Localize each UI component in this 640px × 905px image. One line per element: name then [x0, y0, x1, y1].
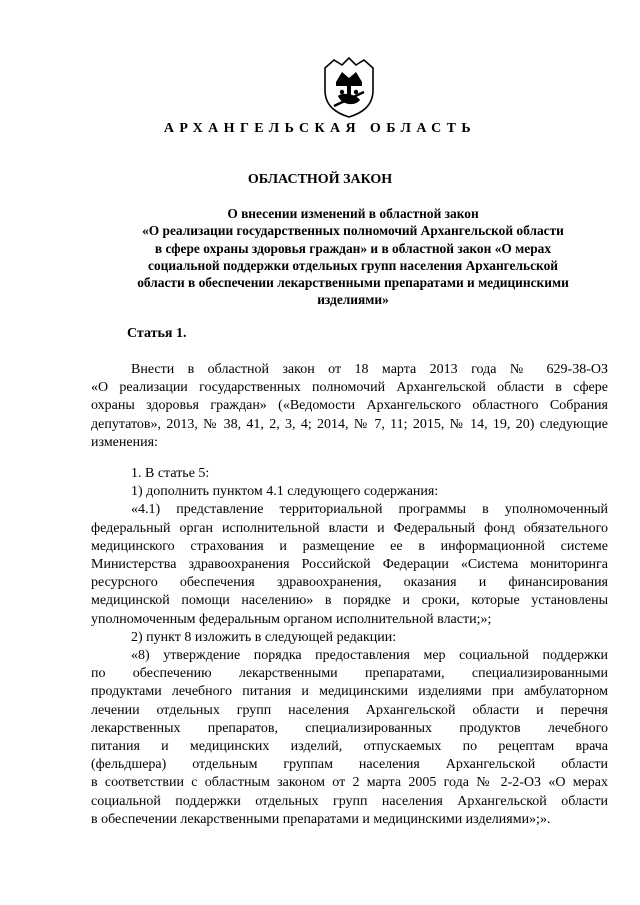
coat-of-arms-icon	[322, 56, 376, 118]
text-line: медицинской помощи населению» в порядке и сроки, которые установлены	[91, 593, 608, 609]
text-line: федеральный орган исполнительной власти и Федеральный фонд обязательного	[91, 520, 608, 536]
text-line: в обеспечении лекарственными препаратами и медицинскими изделиями»;».	[91, 811, 551, 827]
text-line: лекарственных препаратов, специализированных продуктов лечебного	[91, 720, 608, 736]
title-line: области в обеспечении лекарственными препаратами и медицинскими	[137, 275, 569, 291]
text-line: «4.1) представление территориальной программы в уполномоченный	[131, 502, 608, 518]
intro-paragraph	[91, 361, 608, 452]
text-line: 2) пункт 8 изложить в следующей редакции:	[131, 629, 397, 645]
text-line: в соответствии с областным законом от 2 марта 2005 года № 2-2-ОЗ «О мерах	[91, 775, 608, 791]
text-line: Министерства здравоохранения Российской Федерации «Система мониторинга	[91, 557, 608, 573]
text-line: ресурсного обеспечения здравоохранения, оказания и финансирования	[91, 575, 608, 591]
text-line: «8) утверждение порядка предоставления мер социальной поддержки	[131, 648, 608, 664]
text-line: изменения:	[91, 434, 158, 450]
text-line: уполномоченным федеральным органом исполнительной власти;»;	[91, 611, 492, 627]
text-line: «О реализации государственных полномочий Архангельской области в сфере	[91, 380, 608, 396]
document-type: ОБЛАСТНОЙ ЗАКОН	[247, 172, 393, 187]
title-line: изделиями»	[317, 292, 389, 308]
document-title	[98, 205, 608, 309]
text-line: продуктами лечебного питания и медицинскими изделиями при амбулаторном	[91, 684, 608, 700]
text-line: социальной поддержки отдельных групп населения Архангельской области	[91, 793, 608, 809]
title-line: О внесении изменений в областной закон	[227, 206, 479, 221]
text-line: Внести в областной закон от 18 марта 2013 года № 629-38-ОЗ	[131, 362, 608, 377]
title-line: «О реализации государственных полномочий Архангельской области	[142, 223, 564, 239]
region-name: АРХАНГЕЛЬСКАЯ ОБЛАСТЬ	[163, 121, 477, 136]
article-heading: Статья 1.	[127, 326, 187, 341]
text-line: охраны здоровья граждан» («Ведомости Архангельского областного Собрания	[91, 398, 608, 414]
text-line: 1) дополнить пунктом 4.1 следующего содержания:	[131, 484, 439, 500]
text-line: питания и медицинских изделий, отпускаемых по рецептам врача	[91, 739, 608, 755]
title-line: в сфере охраны здоровья граждан» и в областной закон «О мерах	[154, 240, 552, 256]
title-line: социальной поддержки отдельных групп населения Архангельской	[148, 257, 558, 273]
amendments-section	[91, 465, 608, 829]
text-line: 1. В статье 5:	[131, 466, 210, 481]
text-line: медицинского страхования и размещение ее в информационной системе	[91, 538, 608, 554]
text-line: депутатов», 2013, № 38, 41, 2, 3, 4; 2014, № 7, 11; 2015, № 14, 19, 20) следующие	[91, 416, 608, 432]
text-line: лечении отдельных групп населения Архангельской области и перечня	[91, 702, 608, 718]
text-line: (фельдшера) отдельным группам населения Архангельской области	[91, 757, 608, 773]
text-line: по обеспечению лекарственными препаратами, специализированными	[91, 666, 608, 682]
